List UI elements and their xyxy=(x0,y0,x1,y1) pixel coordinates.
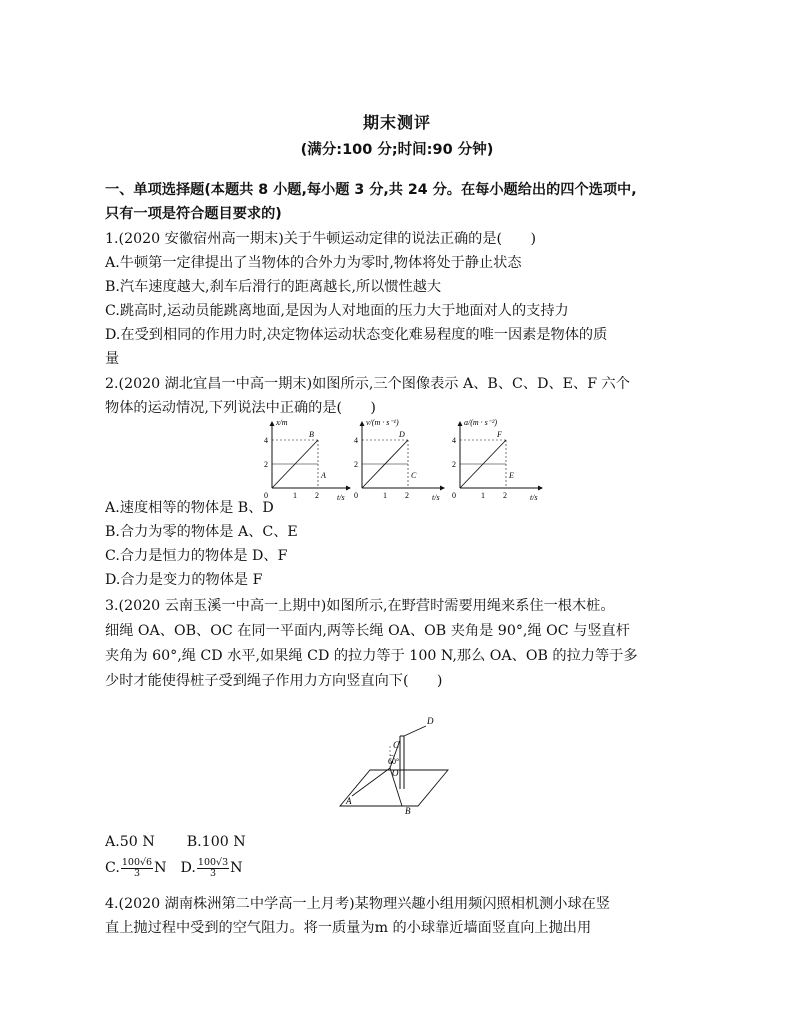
q2-graph1-xtick-2: 2 xyxy=(315,491,319,500)
q3-option-a: A.50 N xyxy=(105,834,155,850)
q2-stem-line1: 2.(2020 湖北宜昌一中高一期末)如图所示,三个图像表示 A、B、C、D、E、F 六个 xyxy=(105,376,630,392)
q3-figure-label-c: C xyxy=(393,740,400,750)
q1-option-c: C.跳高时,运动员能跳离地面,是因为人对地面的压力大于地面对人的支持力 xyxy=(105,303,569,319)
q3-option-d-prefix: D. xyxy=(180,860,196,876)
q3-option-d-fraction xyxy=(197,858,229,879)
q3-option-c-fraction xyxy=(121,858,153,879)
q2-graph3-ytick-4: 4 xyxy=(452,436,456,445)
page-title: 期末测评 xyxy=(362,113,431,132)
q2-graph2-ylabel: v/(m · s⁻¹) xyxy=(366,418,399,427)
section-heading-line2: 只有一项是符合题目要求的) xyxy=(105,206,282,222)
q3-figure-label-b: B xyxy=(405,806,411,816)
q3-option-c-unit: N xyxy=(154,860,167,876)
q3-options-cd xyxy=(105,856,695,880)
q2-graph3-line-label-f: F xyxy=(497,430,502,439)
q2-graph3-xtick-0: 0 xyxy=(452,491,456,500)
q1-option-d-line2: 量 xyxy=(105,351,120,367)
q4-stem-line1: 4.(2020 湖南株洲第二中学高一上月考)某物理兴趣小组用频闪照相机测小球在竖 xyxy=(105,896,611,912)
q2-graph1-line-label-b: B xyxy=(309,430,314,439)
q3-stem-line3: 夹角为 60°,绳 CD 水平,如果绳 CD 的拉力等于 100 N,那么 OA、OB 的拉力等于多 xyxy=(105,648,638,664)
q3-option-b: B.100 N xyxy=(186,834,246,850)
q3-option-c-denominator: 3 xyxy=(133,867,140,879)
q2-stem-line2: 物体的运动情况,下列说法中正确的是( ) xyxy=(105,400,376,416)
q1-option-a: A.牛顿第一定律提出了当物体的合外力为零时,物体将处于静止状态 xyxy=(105,255,522,271)
q3-option-c-numerator: 100√6 xyxy=(121,856,153,868)
q2-graph2-xtick-1: 1 xyxy=(383,491,387,500)
q3-option-d-denominator: 3 xyxy=(210,867,217,879)
q2-graph3-line-label-e: E xyxy=(509,471,514,480)
q3-options-ab xyxy=(105,832,695,852)
q2-option-a: A.速度相等的物体是 B、D xyxy=(105,500,274,516)
q2-graph1-xlabel: t/s xyxy=(337,493,345,502)
q2-graph1-ytick-4: 4 xyxy=(264,436,268,445)
q2-graph2-ytick-2: 2 xyxy=(354,460,358,469)
q3-figure-label-d: D xyxy=(427,716,434,726)
q2-graph2-line-label-c: C xyxy=(411,471,417,480)
q2-graph1-ytick-2: 2 xyxy=(264,460,268,469)
q2-graph1-ylabel: x/m xyxy=(276,418,288,427)
q2-graph1-xtick-1: 1 xyxy=(293,491,297,500)
q3-stem-line1: 3.(2020 云南玉溪一中高一上期中)如图所示,在野营时需要用绳来系住一根木桩。 xyxy=(105,598,615,614)
q2-graph2-xlabel: t/s xyxy=(432,493,440,502)
q1-stem: 1.(2020 安徽宿州高一期末)关于牛顿运动定律的说法正确的是( ) xyxy=(105,231,536,247)
q1-option-d-line1: D.在受到相同的作用力时,决定物体运动状态变化难易程度的唯一因素是物体的质 xyxy=(105,327,608,343)
q2-graphs xyxy=(232,418,552,502)
q2-graph3-xtick-1: 1 xyxy=(481,491,485,500)
q2-graph1-line-label-a: A xyxy=(321,471,326,480)
q3-figure-label-angle: 60° xyxy=(388,757,400,766)
q2-option-c: C.合力是恒力的物体是 D、F xyxy=(105,548,288,564)
q2-graph3-ylabel: a/(m · s⁻²) xyxy=(464,418,498,427)
q3-option-c-prefix: C. xyxy=(105,860,120,876)
q2-option-b: B.合力为零的物体是 A、C、E xyxy=(105,524,298,540)
q2-graph3-xlabel: t/s xyxy=(530,493,538,502)
q3-stem-line4: 少时才能使得桩子受到绳子作用力方向竖直向下( ) xyxy=(105,673,443,689)
q2-graph3-ytick-2: 2 xyxy=(452,460,456,469)
q2-graph-x-t xyxy=(258,418,352,502)
q2-graph-v-t xyxy=(348,418,448,502)
page-subtitle: (满分:100 分;时间:90 分钟) xyxy=(300,142,494,158)
q2-graph2-ytick-4: 4 xyxy=(354,436,358,445)
q1-option-b: B.汽车速度越大,刹车后滑行的距离越长,所以惯性越大 xyxy=(105,279,442,295)
q2-graph2-xtick-2: 2 xyxy=(405,491,409,500)
q3-option-d-numerator: 100√3 xyxy=(197,856,229,868)
q3-stake-figure xyxy=(330,712,460,828)
q2-graph-a-t xyxy=(446,418,546,502)
q2-graph1-xtick-0: 0 xyxy=(264,491,268,500)
q3-figure-label-a: A xyxy=(346,796,352,806)
section-heading-line1: 一、单项选择题(本题共 8 小题,每小题 3 分,共 24 分。在每小题给出的四个选项中, xyxy=(105,182,637,198)
q4-stem-line2: 直上抛过程中受到的空气阻力。将一质量为m 的小球靠近墙面竖直向上抛出用 xyxy=(105,920,592,936)
q3-stem-line2: 细绳 OA、OB、OC 在同一平面内,两等长绳 OA、OB 夹角是 90°,绳 OC 与竖直杆 xyxy=(105,623,630,639)
q3-figure-label-o: O xyxy=(392,768,399,778)
q3-option-d-unit: N xyxy=(230,860,243,876)
q2-option-d: D.合力是变力的物体是 F xyxy=(105,572,263,588)
q2-graph2-xtick-0: 0 xyxy=(354,491,358,500)
q2-graph2-line-label-d: D xyxy=(399,430,405,439)
q2-graph3-xtick-2: 2 xyxy=(503,491,507,500)
